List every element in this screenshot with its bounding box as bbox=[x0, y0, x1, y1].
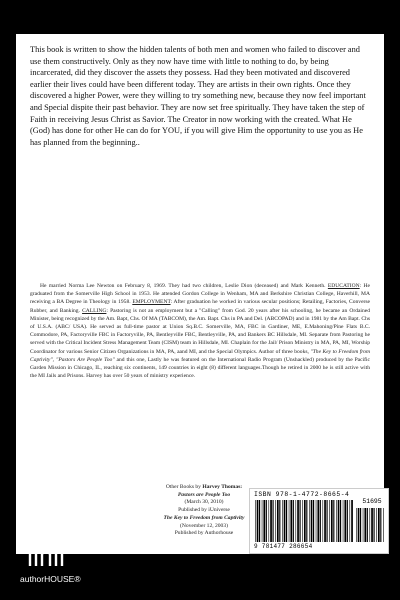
employment-label: EMPLOYMENT bbox=[132, 299, 171, 306]
isbn-barcode bbox=[249, 488, 389, 554]
price-code: 51695 bbox=[362, 498, 382, 505]
other-book1-publisher: Published by iUniverse bbox=[178, 507, 230, 514]
author-bio bbox=[30, 282, 370, 380]
barcode-bars bbox=[255, 500, 353, 542]
other-book2-title: The Key to Freedom from Captivity bbox=[163, 514, 245, 521]
other-book2-date: (November 12, 2003) bbox=[180, 522, 228, 529]
bio-calling-text: : Pastoring is not an employment but a "Calling" from God. 20 years after his schooling, he became an Ordained Minister, being recognized by the Am. Bapt, Chs. Of MA (TABCOM), the Am. Bapt. Chs in PA and Del. (ABCOPAD) and in 1981 by the Am Bapt. Chs of U.S.A. (ABC/ USA). He served as full-time pastor at Union Sq.B.C. Somerville, MA, FBC in Gardiner, ME, E.Mahoning/Pine Flats B.C. Commodore, PA, Factoryville FBC in Factoryville, PA, Bentleyville FBC, Bentleyville, PA, and Bankers BC Hillsdale, MI. Separate from Pastoring he served with the Critical Incident Stress Management Team (CISM) team in Hillsdale, MI. Chaplain for the Jail/ Prison Ministry in MA, PA, MI, Worship Coordinator for various Senior Citizen Organizations in MA, PA, aand MI, and the Special Olympics. Author of three books, bbox=[30, 307, 370, 355]
bio-marriage-text: He married Norma Lee Newton on February 8, 1969. They had two children, Leslie Dion (deceased) and Mark Kenneth. bbox=[40, 283, 328, 289]
other-book1-date: (March 30, 2010) bbox=[184, 499, 224, 506]
other-book1-title: Pastors are People Too bbox=[177, 491, 231, 498]
addon-barcode-bars bbox=[356, 508, 386, 542]
authorhouse-logo-icon bbox=[20, 532, 72, 568]
bio-separator: , bbox=[52, 356, 56, 363]
bio-book1-title: "The Key to Freedom from Captivity" bbox=[30, 348, 370, 363]
blurb-paragraph: This book is written to show the hidden talents of both men and women who failed to discover and use them constructively. Only as they now have time with little to nothing to do, by being incarcerated, did they discover the assets they possess. Had they been motivated and discovered earlier their lives could have been different today. They are artists in their own rights. Once they discovered a higher Power, were they willing to try something new, because they now feel important and Special dispite their past behavior. They are now set free spiritually. They have taken the step of Faith in receiving Jesus Christ as Savior. The Creator in now working with the created. What He (God) has done for other He can do for YOU, if you will give Him the opportunity to use you as He has planned from the beginning.. bbox=[30, 45, 366, 147]
publisher-logo-text: authorHOUSE® bbox=[20, 574, 81, 584]
bio-employment-text: : After graduation he worked in various secular positions; Retailing, Factories, Converse Rubber, and Banking. bbox=[30, 299, 370, 314]
other-books-author: Harvey Thomas: bbox=[202, 484, 243, 490]
bio-education-text: : He graduated from the Somerville High School in 1953. He attended Gordon College in Wenham, MA and Berkshire Christian College, Haverhill, MA receiving a BA Degree in Theology in 1958. bbox=[30, 283, 370, 306]
other-books-intro: Other Books by bbox=[165, 484, 203, 490]
barcode-number: 9 781477 286654 bbox=[254, 543, 313, 550]
isbn-text: ISBN 978-1-4772-8665-4 bbox=[254, 491, 350, 498]
other-book2-publisher: Published by Authorhouse bbox=[174, 530, 234, 537]
bio-closing-text: and this one, Lastly he was featured on the International Radio Program (Unshackled) produced by the Pacific Garden Mission in Chicago, IL, reaching six continents, 149 countries in eight (8) different languages.Though he retired in 2000 he is still active with the MI Jails and Prisons. Harvey has over 50 years of ministry experience. bbox=[30, 356, 370, 380]
calling-label: CALLING bbox=[82, 307, 107, 314]
bio-book2-title: "Pastors Are People Too" bbox=[56, 356, 115, 363]
text-panel bbox=[16, 34, 384, 554]
education-label: EDUCATION bbox=[327, 283, 360, 289]
